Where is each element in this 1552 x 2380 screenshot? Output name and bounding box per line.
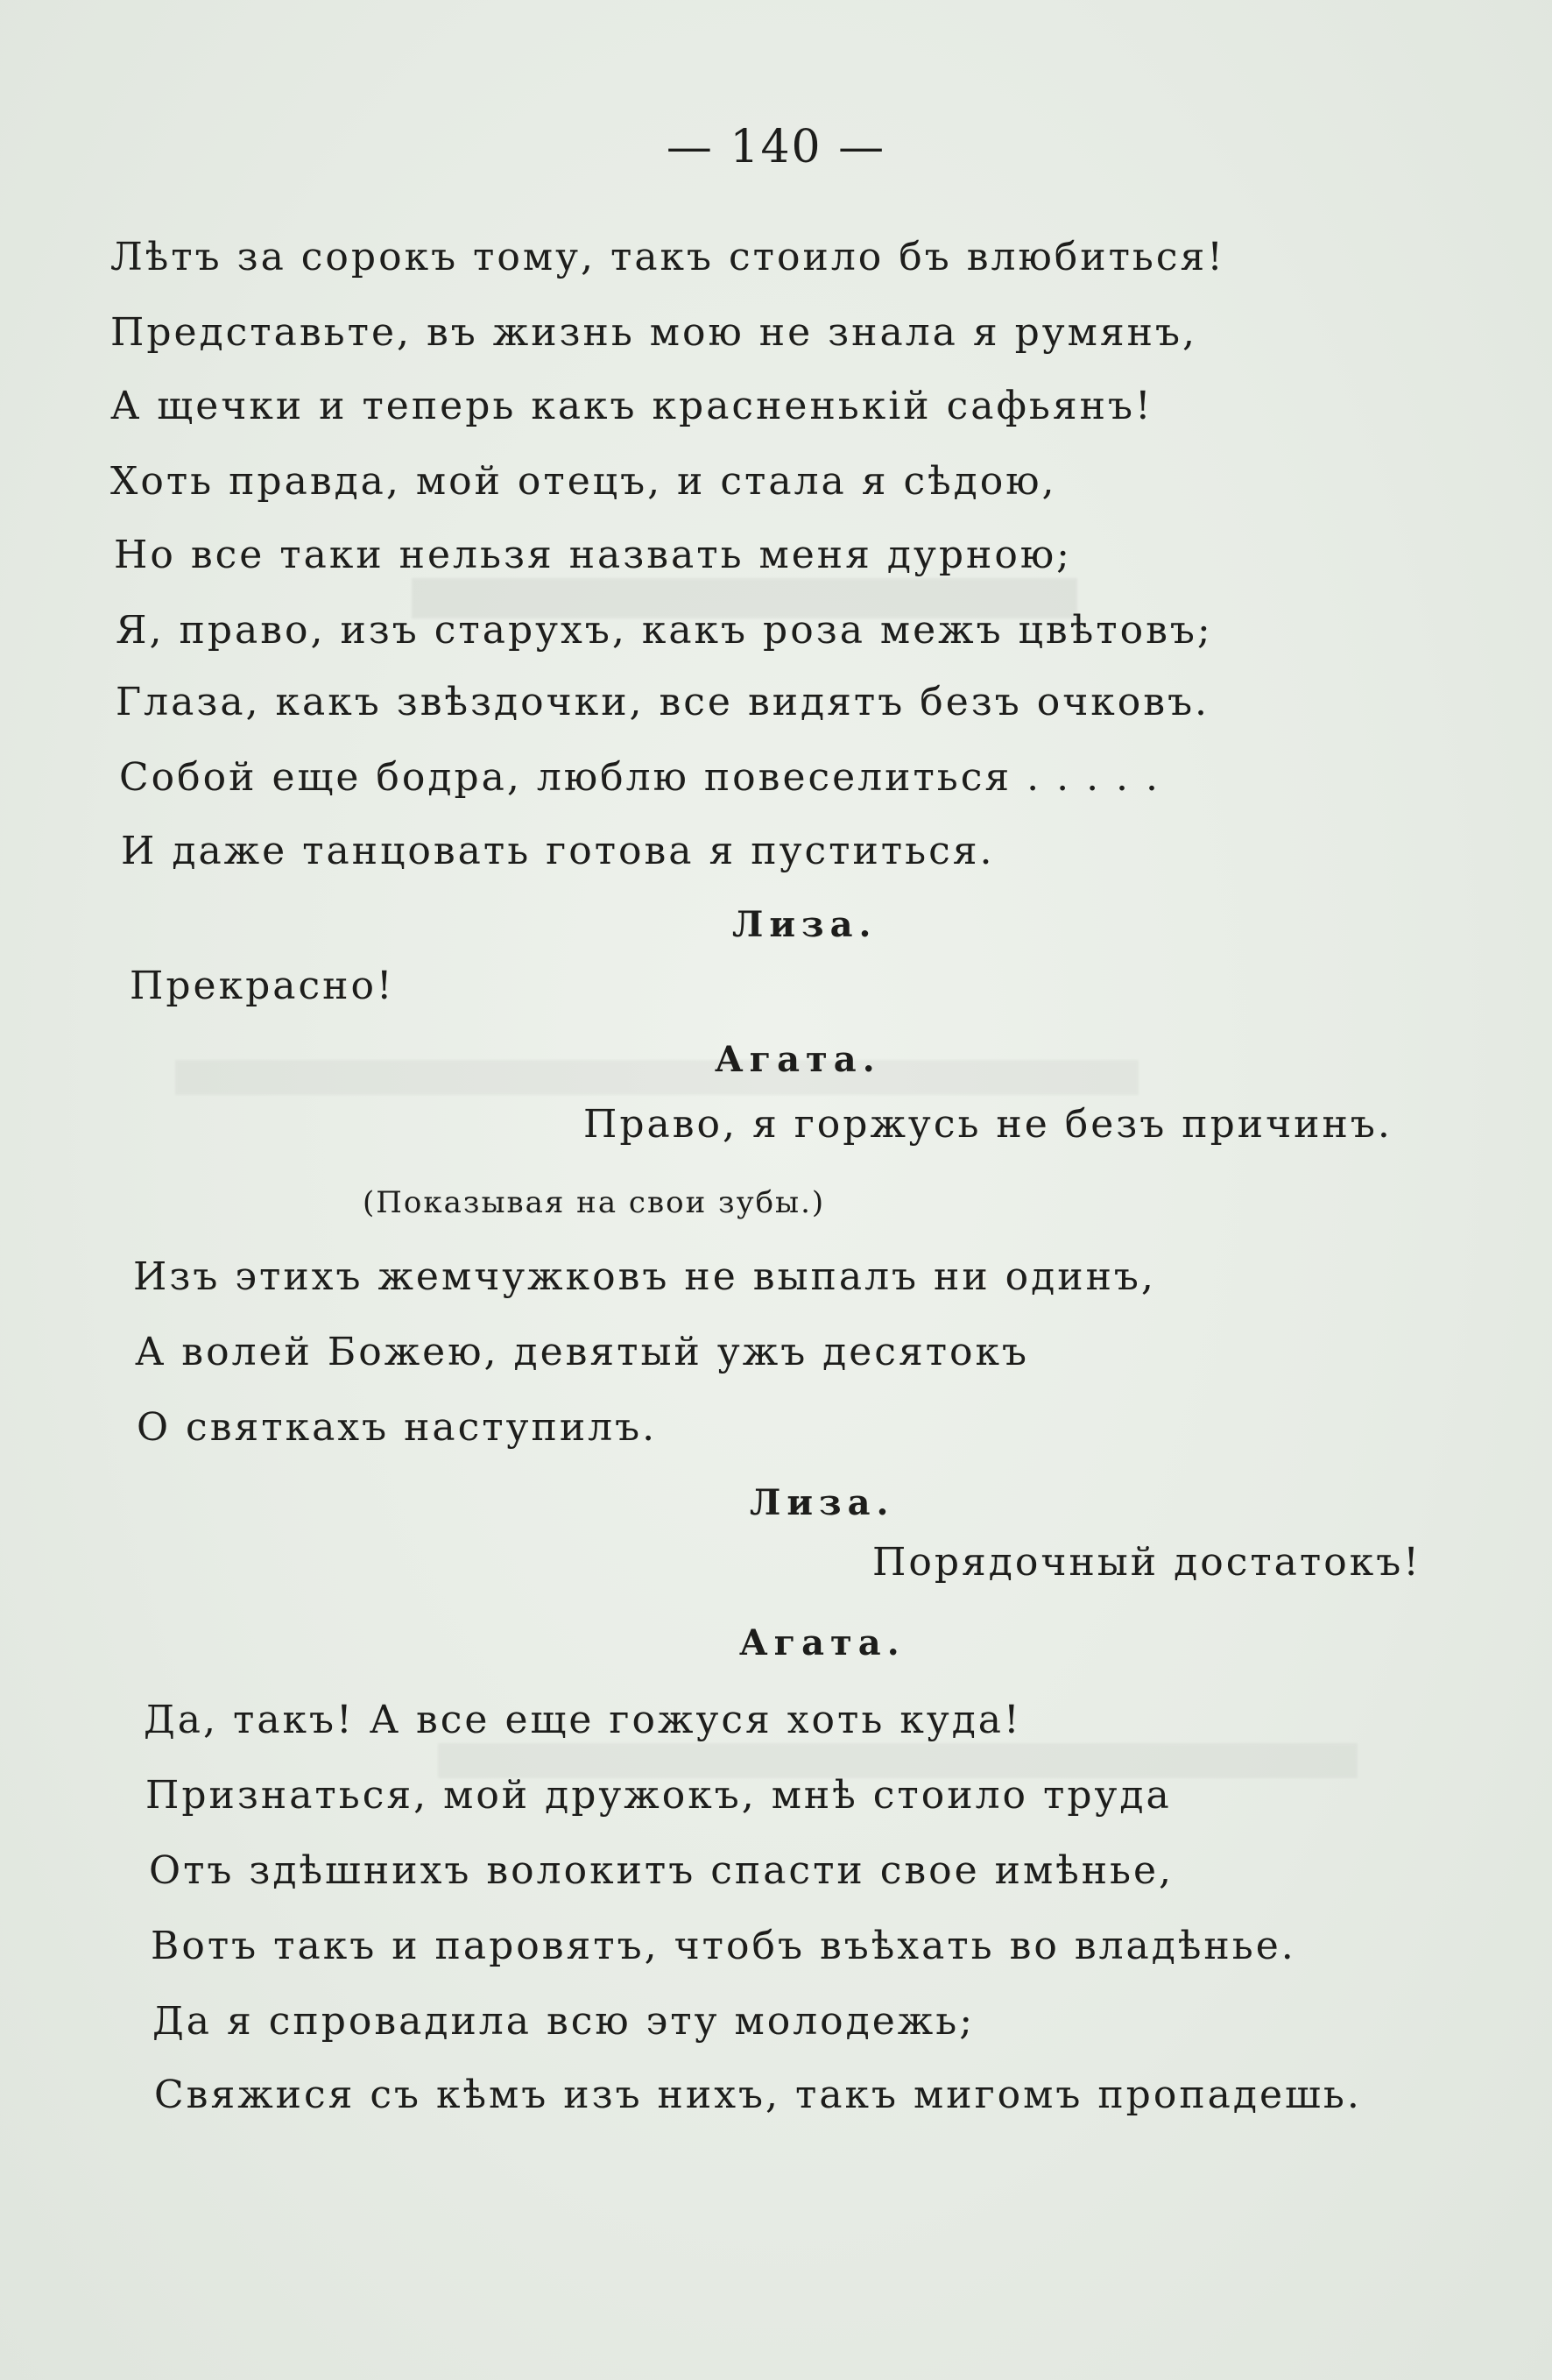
verse-line: Вотъ такъ и паровятъ, чтобъ въѣхать во владѣнье. — [151, 1924, 1296, 1968]
bleed-through-mark — [175, 1060, 1139, 1095]
verse-line: И даже танцовать готова я пуститься. — [121, 829, 995, 873]
dialogue-line: Порядочный достатокъ! — [872, 1540, 1421, 1585]
page-number: — 140 — — [666, 121, 886, 173]
verse-line: Свяжися съ кѣмъ изъ нихъ, такъ мигомъ пропадешь. — [154, 2073, 1362, 2117]
verse-line: Изъ этихъ жемчужковъ не выпалъ ни одинъ, — [133, 1254, 1156, 1299]
verse-line: Собой еще бодра, люблю повеселиться . . . . . — [119, 755, 1161, 800]
verse-line: Но все таки нельзя назвать меня дурною; — [114, 533, 1072, 577]
verse-line: Глаза, какъ звѣздочки, все видятъ безъ очковъ. — [116, 680, 1210, 724]
verse-line: Представьте, въ жизнь мою не знала я румянъ, — [110, 310, 1197, 355]
verse-line: Лѣтъ за сорокъ тому, такъ стоило бъ влюбиться! — [110, 235, 1225, 279]
speaker-name: Агата. — [739, 1622, 906, 1663]
verse-line: А волей Божею, девятый ужъ десятокъ — [135, 1330, 1030, 1374]
stage-direction: (Показывая на свои зубы.) — [363, 1185, 826, 1220]
speaker-name: Лиза. — [750, 1482, 895, 1523]
verse-line: Да, такъ! А все еще гожуся хоть куда! — [144, 1698, 1022, 1742]
verse-line: Я, право, изъ старухъ, какъ роза межъ цвѣтовъ; — [116, 608, 1213, 653]
verse-line: А щечки и теперь какъ красненькій сафьянъ! — [110, 384, 1153, 428]
verse-line: Признаться, мой дружокъ, мнѣ стоило труда — [145, 1773, 1172, 1818]
dialogue-line: Прекрасно! — [130, 964, 395, 1008]
speaker-name: Лиза. — [732, 904, 878, 945]
speaker-name: Агата. — [715, 1039, 881, 1080]
dialogue-line: Право, я горжусь не безъ причинъ. — [583, 1102, 1393, 1147]
verse-line: Хоть правда, мой отецъ, и стала я сѣдою, — [110, 459, 1057, 504]
verse-line: Да я спровадила всю эту молодежь; — [152, 1999, 976, 2044]
verse-line: Отъ здѣшнихъ волокитъ спасти свое имѣнье, — [149, 1848, 1175, 1893]
verse-line: О святкахъ наступилъ. — [137, 1405, 658, 1450]
